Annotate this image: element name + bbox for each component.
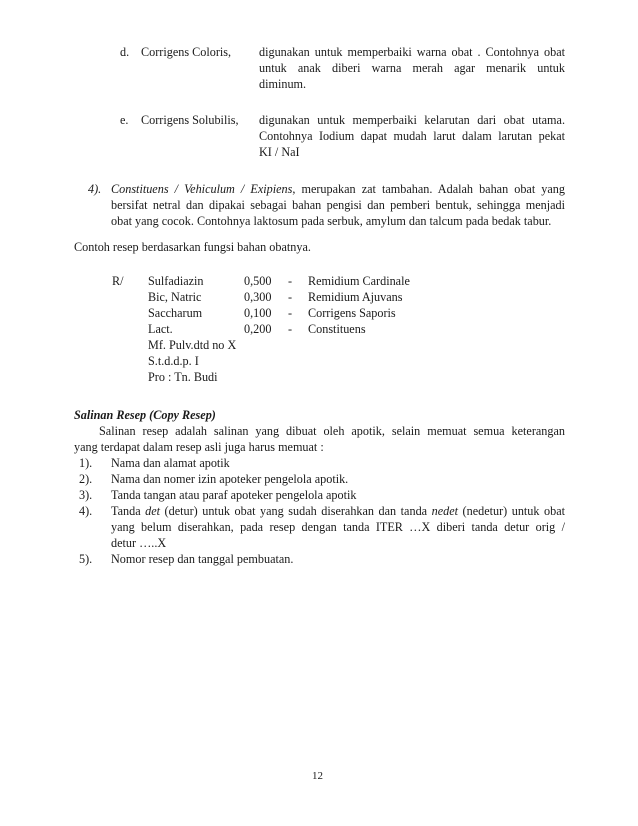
item-d-line-2: untuk anak diberi warna merah agar menarik untuk [259, 61, 565, 75]
recipe-dash: - [288, 322, 293, 336]
recipe-instruction: Pro : Tn. Budi [148, 370, 218, 384]
recipe-instruction: Mf. Pulv.dtd no X [148, 338, 237, 352]
example-heading: Contoh resep berdasarkan fungsi bahan obatnya. [74, 240, 311, 254]
item-4-line-1 [111, 182, 565, 198]
list-item: Nomor resep dan tanggal pembuatan. [111, 552, 294, 566]
item-4-line-2: bersifat netral dan dipakai sebagai bahan pengisi dan pemberi bentuk, sehingga menjadi [111, 198, 565, 212]
item-4-rest: , merupakan zat tambahan. Adalah bahan obat yang [292, 182, 565, 196]
item-4-term: Constituens / Vehiculum / Exipiens [111, 182, 293, 196]
list-item: Nama dan nomer izin apoteker pengelola apotik. [111, 472, 349, 486]
item-e-line-3: KI / NaI [259, 145, 300, 159]
list-number: 3). [79, 488, 93, 502]
list-item: Tanda tangan atau paraf apoteker pengelola apotik [111, 488, 357, 502]
item-d-term: Corrigens Coloris, [141, 45, 232, 59]
item-4-line-3: obat yang cocok. Contohnya laktosum pada serbuk, amylum dan talcum pada bedak tabur. [111, 214, 552, 228]
list-number: 2). [79, 472, 93, 486]
text-part: (nedetur) untuk obat [458, 504, 566, 518]
list-number: 5). [79, 552, 93, 566]
list-item-line-1 [111, 504, 565, 520]
paragraph-line-2: yang terdapat dalam resep asli juga harus memuat : [74, 440, 324, 454]
item-e-line-1: digunakan untuk memperbaiki kelarutan dari obat utama. [259, 113, 565, 127]
page-number: 12 [312, 770, 323, 782]
recipe-qty: 0,300 [244, 290, 272, 304]
recipe-name: Lact. [148, 322, 173, 336]
item-e-term: Corrigens Solubilis, [141, 113, 239, 127]
recipe-qty: 0,200 [244, 322, 272, 336]
list-number: 4). [79, 504, 93, 518]
recipe-role: Remidium Cardinale [308, 274, 410, 288]
det-term: det [145, 504, 161, 518]
recipe-instruction: S.t.d.d.p. I [148, 354, 199, 368]
section-title: Salinan Resep (Copy Resep) [74, 408, 216, 422]
item-d-line-1: digunakan untuk memperbaiki warna obat . Contohnya obat [259, 45, 565, 59]
item-d-line-3: diminum. [259, 77, 307, 91]
list-item-line-3: detur …..X [111, 536, 167, 550]
recipe-name: Bic, Natric [148, 290, 202, 304]
recipe-dash: - [288, 290, 293, 304]
recipe-qty: 0,500 [244, 274, 272, 288]
paragraph-line-1: Salinan resep adalah salinan yang dibuat oleh apotik, selain memuat semua keterangan [99, 424, 565, 438]
recipe-name: Sulfadiazin [148, 274, 204, 288]
recipe-role: Remidium Ajuvans [308, 290, 403, 304]
recipe-name: Saccharum [148, 306, 203, 320]
recipe-qty: 0,100 [244, 306, 272, 320]
list-item-line-2: yang belum diserahkan, pada resep dengan tanda ITER …X diberi tanda detur orig / [111, 520, 565, 534]
recipe-dash: - [288, 274, 293, 288]
recipe-role: Constituens [308, 322, 366, 336]
item-e-letter: e. [120, 113, 129, 127]
nedet-term: nedet [431, 504, 459, 518]
recipe-dash: - [288, 306, 293, 320]
item-e-line-2: Contohnya Iodium dapat mudah larut dalam larutan pekat [259, 129, 565, 143]
recipe-role: Corrigens Saporis [308, 306, 396, 320]
item-4-number: 4). [88, 182, 102, 196]
list-item: Nama dan alamat apotik [111, 456, 230, 470]
item-d-letter: d. [120, 45, 130, 59]
text-part: Tanda [111, 504, 146, 518]
list-number: 1). [79, 456, 93, 470]
text-part: (detur) untuk obat yang sudah diserahkan dan tanda [160, 504, 432, 518]
recipe-symbol: R/ [112, 274, 124, 288]
